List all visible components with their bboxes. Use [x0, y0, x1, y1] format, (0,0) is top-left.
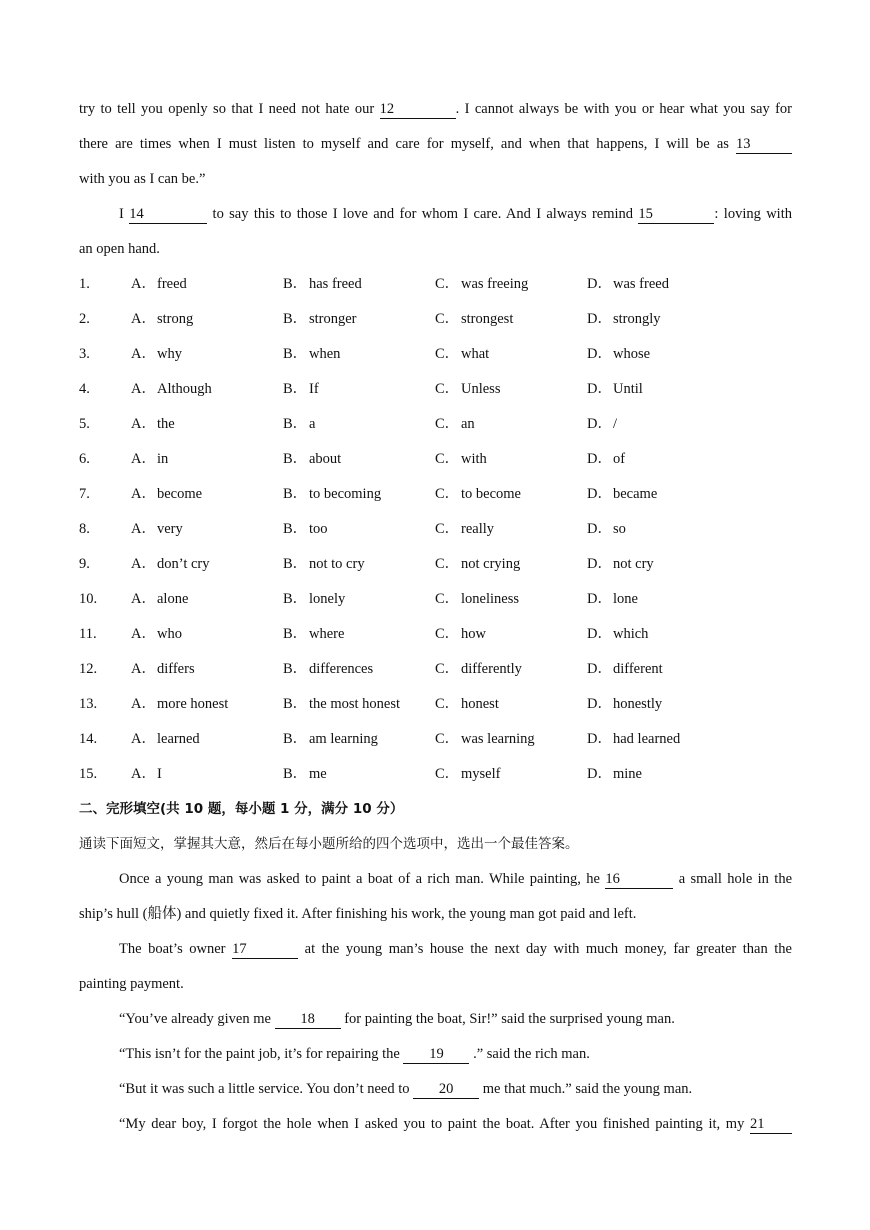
question-number: 3. [79, 346, 90, 362]
option-b [283, 407, 435, 442]
option-a [131, 512, 283, 547]
question-number: 15. [79, 766, 98, 782]
option-letter: B． [283, 486, 308, 502]
option-a [131, 722, 283, 757]
option-letter: D． [587, 556, 612, 572]
option-d [587, 617, 739, 652]
option-letter: A． [131, 731, 156, 747]
option-text: too [309, 521, 328, 537]
option-letter: B． [283, 381, 308, 397]
option-text: Although [157, 381, 212, 397]
option-letter: C． [435, 346, 460, 362]
question-number: 14. [79, 731, 98, 747]
question-number: 2. [79, 311, 90, 327]
question-row [79, 337, 792, 372]
option-letter: C． [435, 556, 460, 572]
blank-15: 15 [638, 206, 714, 224]
option-c [435, 757, 587, 792]
question-row [79, 302, 792, 337]
option-text: why [157, 346, 182, 362]
option-b [283, 582, 435, 617]
question-list [79, 267, 792, 792]
option-letter: D． [587, 416, 612, 432]
option-text: the most honest [309, 696, 401, 712]
option-c [435, 302, 587, 337]
option-text: what [461, 346, 490, 362]
question-number: 13. [79, 696, 98, 712]
document-page [79, 92, 792, 1142]
question-row [79, 582, 792, 617]
question-number: 1. [79, 276, 90, 292]
option-text: alone [157, 591, 189, 607]
option-c [435, 477, 587, 512]
option-letter: B． [283, 766, 308, 782]
option-text: freed [157, 276, 187, 292]
option-letter: A． [131, 661, 156, 677]
option-c [435, 442, 587, 477]
option-letter: C． [435, 661, 460, 677]
passage-line: an open hand. [79, 241, 160, 257]
question-number: 8. [79, 521, 90, 537]
option-text: to becoming [309, 486, 382, 502]
option-a [131, 267, 283, 302]
blank-20: 20 [413, 1081, 479, 1099]
option-letter: A． [131, 381, 156, 397]
option-text: honest [461, 696, 499, 712]
passage-line: painting payment. [79, 976, 184, 992]
option-text: not to cry [309, 556, 365, 572]
option-letter: A． [131, 766, 156, 782]
option-b [283, 652, 435, 687]
option-letter: B． [283, 626, 308, 642]
option-letter: B． [283, 416, 308, 432]
blank-13: 13 [736, 136, 792, 154]
option-b [283, 512, 435, 547]
passage-line: The boat’s owner 17 at the young man’s house the next day with much money, far greater than the [119, 941, 792, 957]
option-b [283, 372, 435, 407]
question-row [79, 407, 792, 442]
option-b [283, 337, 435, 372]
option-c [435, 337, 587, 372]
option-text: in [157, 451, 169, 467]
option-a [131, 582, 283, 617]
option-letter: D． [587, 591, 612, 607]
option-text: of [613, 451, 626, 467]
option-letter: C． [435, 591, 460, 607]
option-b [283, 477, 435, 512]
option-text: learned [157, 731, 200, 747]
question-row [79, 652, 792, 687]
option-a [131, 372, 283, 407]
question-number: 5. [79, 416, 90, 432]
option-letter: D． [587, 451, 612, 467]
section-instruction: 通读下面短文，掌握其大意，然后在每小题所给的四个选项中，选出一个最佳答案。 [79, 836, 579, 852]
option-letter: B． [283, 556, 308, 572]
option-c [435, 722, 587, 757]
option-letter: C． [435, 416, 460, 432]
option-letter: B． [283, 276, 308, 292]
option-text: had learned [613, 731, 681, 747]
option-letter: A． [131, 696, 156, 712]
option-text: strongly [613, 311, 661, 327]
question-number: 10. [79, 591, 98, 607]
option-text: to become [461, 486, 521, 502]
option-text: differs [157, 661, 195, 677]
option-letter: A． [131, 556, 156, 572]
option-d [587, 337, 739, 372]
option-b [283, 267, 435, 302]
option-letter: C． [435, 451, 460, 467]
option-c [435, 652, 587, 687]
passage-line: ship’s hull (船体) and quietly fixed it. After finishing his work, the young man got paid and left. [79, 906, 637, 922]
blank-18: 18 [275, 1011, 341, 1029]
option-a [131, 442, 283, 477]
option-d [587, 757, 739, 792]
option-letter: C． [435, 626, 460, 642]
option-letter: B． [283, 451, 308, 467]
option-text: If [309, 381, 319, 397]
option-letter: A． [131, 416, 156, 432]
option-letter: B． [283, 696, 308, 712]
option-text: which [613, 626, 649, 642]
option-letter: A． [131, 276, 156, 292]
option-text: was freeing [461, 276, 529, 292]
option-text: me [309, 766, 327, 782]
option-letter: A． [131, 311, 156, 327]
option-text: really [461, 521, 495, 537]
option-text: Until [613, 381, 643, 397]
option-letter: B． [283, 731, 308, 747]
option-text: loneliness [461, 591, 519, 607]
option-text: mine [613, 766, 642, 782]
option-letter: B． [283, 346, 308, 362]
option-text: was freed [613, 276, 669, 292]
option-b [283, 687, 435, 722]
option-letter: C． [435, 381, 460, 397]
option-text: was learning [461, 731, 535, 747]
option-b [283, 547, 435, 582]
option-a [131, 617, 283, 652]
option-a [131, 407, 283, 442]
option-letter: C． [435, 696, 460, 712]
option-letter: A． [131, 591, 156, 607]
option-letter: D． [587, 486, 612, 502]
option-letter: B． [283, 311, 308, 327]
option-c [435, 267, 587, 302]
option-text: the [157, 416, 175, 432]
option-a [131, 757, 283, 792]
question-row [79, 617, 792, 652]
option-text: how [461, 626, 486, 642]
option-text: about [309, 451, 342, 467]
option-text: / [613, 416, 618, 432]
option-c [435, 512, 587, 547]
option-letter: D． [587, 766, 612, 782]
question-row [79, 442, 792, 477]
option-letter: D． [587, 661, 612, 677]
option-text: who [157, 626, 182, 642]
passage-line: “You’ve already given me 18 for painting the boat, Sir!” said the surprised young man. [119, 1011, 675, 1027]
question-row [79, 547, 792, 582]
option-letter: B． [283, 591, 308, 607]
option-text: different [613, 661, 663, 677]
option-letter: C． [435, 731, 460, 747]
question-row [79, 267, 792, 302]
option-a [131, 687, 283, 722]
option-b [283, 757, 435, 792]
option-text: not cry [613, 556, 654, 572]
passage-line: Once a young man was asked to paint a boat of a rich man. While painting, he 16 a small hole in the [119, 871, 792, 887]
question-number: 9. [79, 556, 90, 572]
option-d [587, 582, 739, 617]
option-c [435, 372, 587, 407]
passage-line: with you as I can be.” [79, 171, 206, 187]
option-d [587, 372, 739, 407]
option-c [435, 687, 587, 722]
option-text: more honest [157, 696, 229, 712]
option-letter: D． [587, 731, 612, 747]
option-letter: D． [587, 346, 612, 362]
option-text: has freed [309, 276, 362, 292]
option-text: a [309, 416, 316, 432]
option-text: stronger [309, 311, 357, 327]
option-letter: D． [587, 521, 612, 537]
option-a [131, 652, 283, 687]
question-row [79, 477, 792, 512]
option-b [283, 302, 435, 337]
option-d [587, 267, 739, 302]
option-a [131, 547, 283, 582]
option-text: very [157, 521, 183, 537]
option-text: I [157, 766, 162, 782]
option-text: myself [461, 766, 501, 782]
option-letter: C． [435, 486, 460, 502]
option-letter: D． [587, 626, 612, 642]
option-d [587, 302, 739, 337]
question-number: 11. [79, 626, 97, 642]
option-d [587, 687, 739, 722]
option-text: lonely [309, 591, 346, 607]
option-c [435, 407, 587, 442]
option-text: whose [613, 346, 651, 362]
option-text: became [613, 486, 658, 502]
option-text: don’t cry [157, 556, 210, 572]
option-b [283, 617, 435, 652]
blank-14: 14 [129, 206, 207, 224]
question-number: 4. [79, 381, 90, 397]
passage-line: try to tell you openly so that I need not hate our 12 . I cannot always be with you or hear what you say for [79, 101, 792, 117]
option-a [131, 337, 283, 372]
option-letter: D． [587, 381, 612, 397]
option-text: differently [461, 661, 522, 677]
question-row [79, 372, 792, 407]
option-letter: C． [435, 766, 460, 782]
question-row [79, 757, 792, 792]
option-text: when [309, 346, 341, 362]
question-number: 6. [79, 451, 90, 467]
blank-12: 12 [380, 101, 456, 119]
option-c [435, 617, 587, 652]
passage-line: “But it was such a little service. You don’t need to 20 me that much.” said the young man. [119, 1081, 693, 1097]
option-letter: A． [131, 626, 156, 642]
option-a [131, 477, 283, 512]
option-text: strongest [461, 311, 514, 327]
passage-line: “This isn’t for the paint job, it’s for repairing the 19 .” said the rich man. [119, 1046, 590, 1062]
option-d [587, 477, 739, 512]
option-letter: C． [435, 311, 460, 327]
option-text: honestly [613, 696, 663, 712]
option-text: am learning [309, 731, 378, 747]
option-d [587, 407, 739, 442]
question-row [79, 512, 792, 547]
option-letter: D． [587, 696, 612, 712]
option-letter: A． [131, 346, 156, 362]
option-text: an [461, 416, 475, 432]
passage-line: there are times when I must listen to myself and care for myself, and when that happens, I will be as 13 [79, 127, 792, 162]
option-c [435, 547, 587, 582]
option-text: not crying [461, 556, 521, 572]
option-text: lone [613, 591, 638, 607]
blank-19: 19 [403, 1046, 469, 1064]
question-row [79, 722, 792, 757]
option-text: so [613, 521, 626, 537]
option-b [283, 442, 435, 477]
option-c [435, 582, 587, 617]
question-number: 12. [79, 661, 98, 677]
blank-17: 17 [232, 941, 298, 959]
option-d [587, 722, 739, 757]
section-heading: 二、完形填空(共 10 题，每小题 1 分，满分 10 分） [79, 801, 404, 817]
option-text: differences [309, 661, 374, 677]
option-letter: D． [587, 311, 612, 327]
option-d [587, 512, 739, 547]
option-a [131, 302, 283, 337]
option-b [283, 722, 435, 757]
option-letter: B． [283, 661, 308, 677]
option-text: become [157, 486, 203, 502]
option-d [587, 442, 739, 477]
option-letter: C． [435, 521, 460, 537]
option-d [587, 652, 739, 687]
option-text: where [309, 626, 345, 642]
option-text: Unless [461, 381, 501, 397]
passage-line: I 14 to say this to those I love and for whom I care. And I always remind 15 : loving with [119, 206, 792, 222]
blank-16: 16 [605, 871, 673, 889]
option-d [587, 547, 739, 582]
option-text: strong [157, 311, 194, 327]
option-letter: C． [435, 276, 460, 292]
question-number: 7. [79, 486, 90, 502]
option-letter: A． [131, 521, 156, 537]
blank-21: 21 [750, 1116, 792, 1134]
option-letter: B． [283, 521, 308, 537]
option-text: with [461, 451, 487, 467]
option-letter: A． [131, 486, 156, 502]
question-row [79, 687, 792, 722]
passage-line: “My dear boy, I forgot the hole when I asked you to paint the boat. After you finished painting it, my 21 [79, 1107, 792, 1142]
option-letter: A． [131, 451, 156, 467]
option-letter: D． [587, 276, 612, 292]
